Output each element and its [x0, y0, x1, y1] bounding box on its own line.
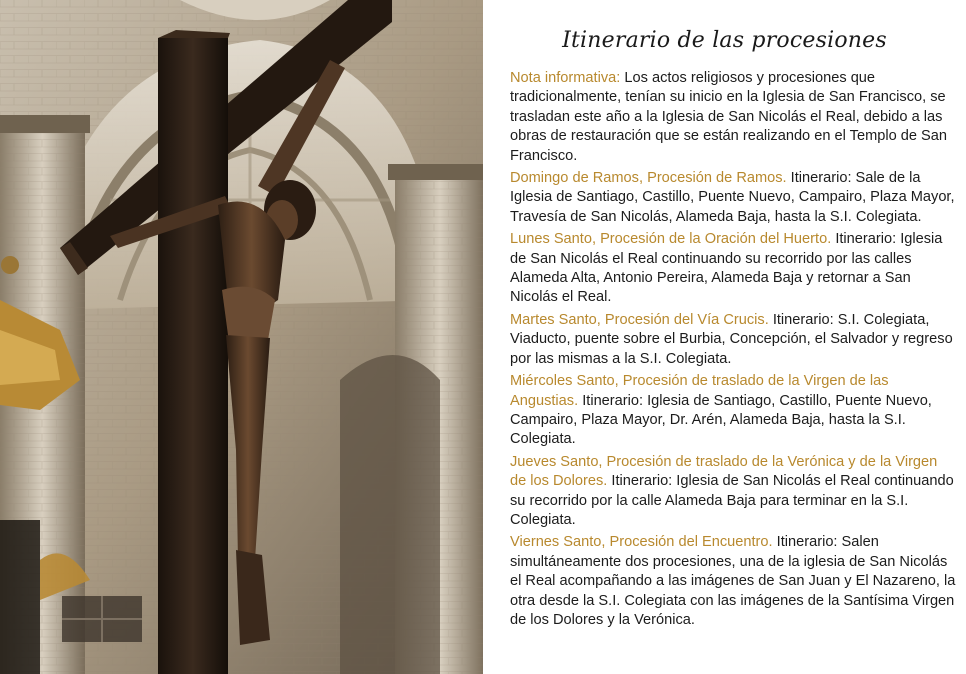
- itinerary-item: [510, 453, 956, 531]
- itinerary-item: [510, 372, 956, 450]
- itinerary-item: [510, 169, 956, 227]
- paragraph-heading: Miércoles Santo, Procesión de traslado de la Virgen de las Angustias.: [510, 373, 889, 409]
- paragraph-heading: Martes Santo, Procesión del Vía Crucis.: [510, 311, 769, 328]
- paragraph-body: Itinerario: Iglesia de Santiago, Castillo, Puente Nuevo, Campairo, Plaza Mayor, Dr. Arén, Alameda Baja, hasta la S.I. Colegiata.: [510, 392, 932, 448]
- itinerary-item: [510, 311, 956, 369]
- paragraph-body: Itinerario: Iglesia de San Nicolás el Real continuando su recorrido por las calles Alameda Alta, Antonio Pereira, Alameda Baja y retornar a San Nicolás el Real.: [510, 231, 943, 306]
- itinerary-column: [483, 0, 966, 674]
- paragraph-body: Itinerario: Salen simultáneamente dos procesiones, una de la iglesia de San Nicolás el Real acompañando a las imágenes de San Juan y El Nazareno, la otra desde la S.I. Colegiata con las imágenes de la Santísima Virgen de los Dolores y la Verónica.: [510, 534, 956, 628]
- paragraph-body: Itinerario: S.I. Colegiata, Viaducto, puente sobre el Burbia, Concepción, el Salvador y regreso por las mismas a la S.I. Colegiata.: [510, 311, 953, 367]
- page-title: Itinerario de las procesiones: [562, 28, 887, 53]
- itinerary-item: [510, 533, 956, 630]
- paragraph-body: Los actos religiosos y procesiones que tradicionalmente, tenían su inicio en la Iglesia de San Francisco, se trasladan este año a la Iglesia de San Nicolás el Real, debido a las obras de restauración que se están realizando en el Templo de San Francisco.: [510, 70, 948, 164]
- paragraph-heading: Domingo de Ramos, Procesión de Ramos.: [510, 170, 787, 187]
- note-paragraph: [510, 69, 956, 166]
- paragraph-body: Itinerario: Sale de la Iglesia de Santiago, Castillo, Puente Nuevo, Campairo, Plaza Mayor, Travesía de San Nicolás, Alameda Baja, hasta la S.I. Colegiata.: [510, 170, 955, 225]
- itinerary-item: [510, 230, 956, 308]
- paragraph-heading: Viernes Santo, Procesión del Encuentro.: [510, 534, 773, 551]
- itinerary-list: [510, 69, 956, 633]
- paragraph-heading: Lunes Santo, Procesión de la Oración del Huerto.: [510, 231, 832, 248]
- paragraph-body: Itinerario: Iglesia de San Nicolás el Real continuando su recorrido por la calle Alameda Baja para terminar en la S.I. Colegiata.: [510, 473, 954, 528]
- paragraph-heading: Jueves Santo, Procesión de traslado de la Verónica y de la Virgen de los Dolores.: [510, 453, 938, 490]
- paragraph-heading: Nota informativa:: [510, 70, 621, 86]
